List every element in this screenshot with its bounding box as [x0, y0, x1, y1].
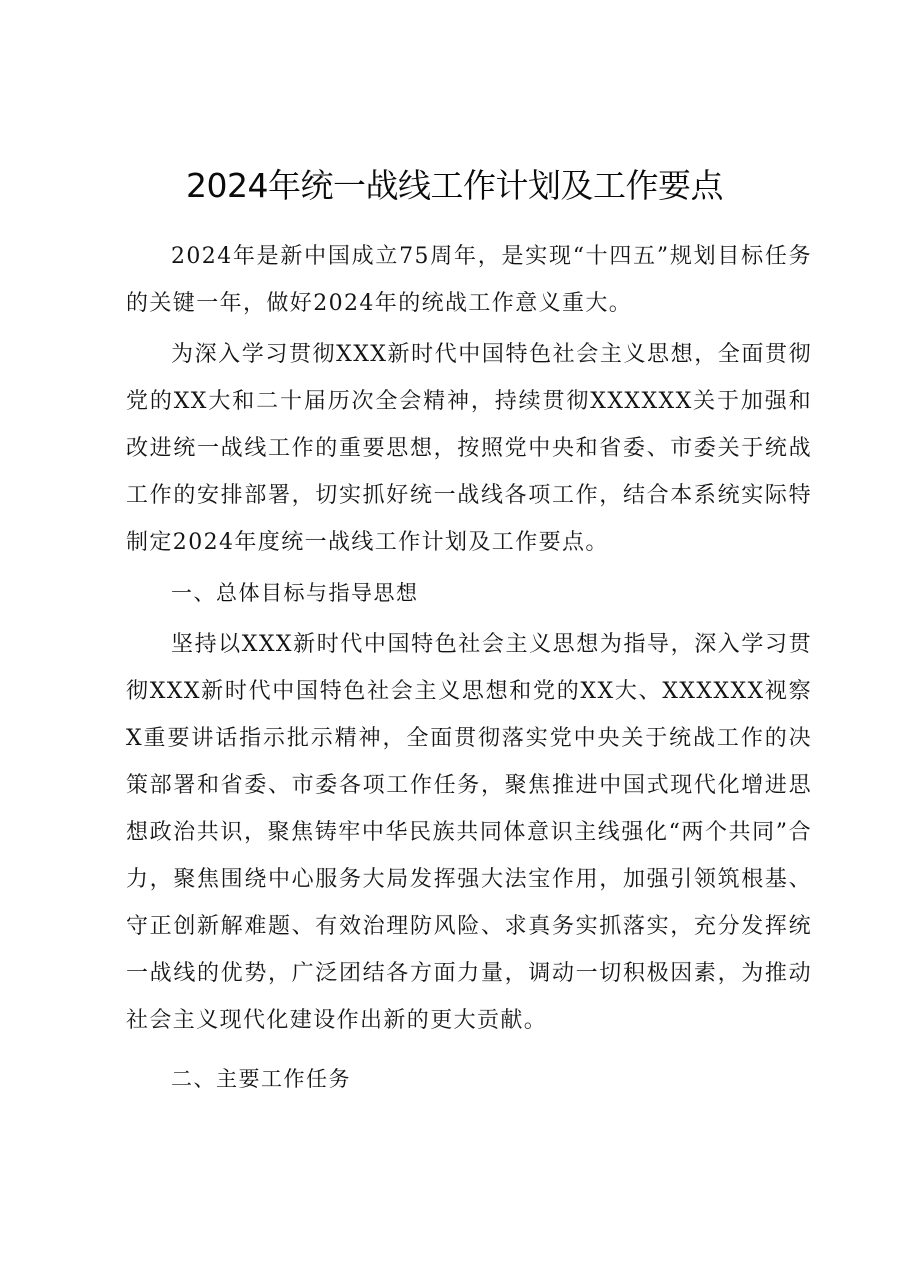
section-1-paragraph: 坚持以XXX新时代中国特色社会主义思想为指导，深入学习贯彻XXX新时代中国特色社会主义思想和党的XX大、XXXXXX视察X重要讲话指示批示精神，全面贯彻落实党中央关于统战工作的决策部署和省委、市委各项工作任务，聚焦推进中国式现代化增进思想政治共识，聚焦铸牢中华民族共同体意识主线强化“两个共同”合力，聚焦围绕中心服务大局发挥强大法宝作用，加强引领筑根基、守正创新解难题、有效治理防风险、求真务实抓落实，充分发挥统一战线的优势，广泛团结各方面力量，调动一切积极因素，为推动社会主义现代化建设作出新的更大贡献。	[126, 632, 812, 1033]
purpose-paragraph: 为深入学习贯彻XXX新时代中国特色社会主义思想，全面贯彻党的XX大和二十届历次全会精神，持续贯彻XXXXXX关于加强和改进统一战线工作的重要思想，按照党中央和省委、市委关于统战工作的安排部署，切实抓好统一战线各项工作，结合本系统实际特制定2024年度统一战线工作计划及工作要点。	[126, 342, 812, 555]
paragraph-spacer	[126, 1044, 812, 1056]
section-heading-2: 二、主要工作任务	[171, 1067, 351, 1091]
document-title: 2024年统一战线工作计划及工作要点	[186, 166, 723, 205]
document-body	[126, 233, 812, 1103]
intro-paragraph: 2024年是新中国成立75周年，是实现“十四五”规划目标任务的关键一年，做好2024年的统战工作意义重大。	[126, 244, 812, 316]
section-heading-1: 一、总体目标与指导思想	[171, 581, 419, 605]
